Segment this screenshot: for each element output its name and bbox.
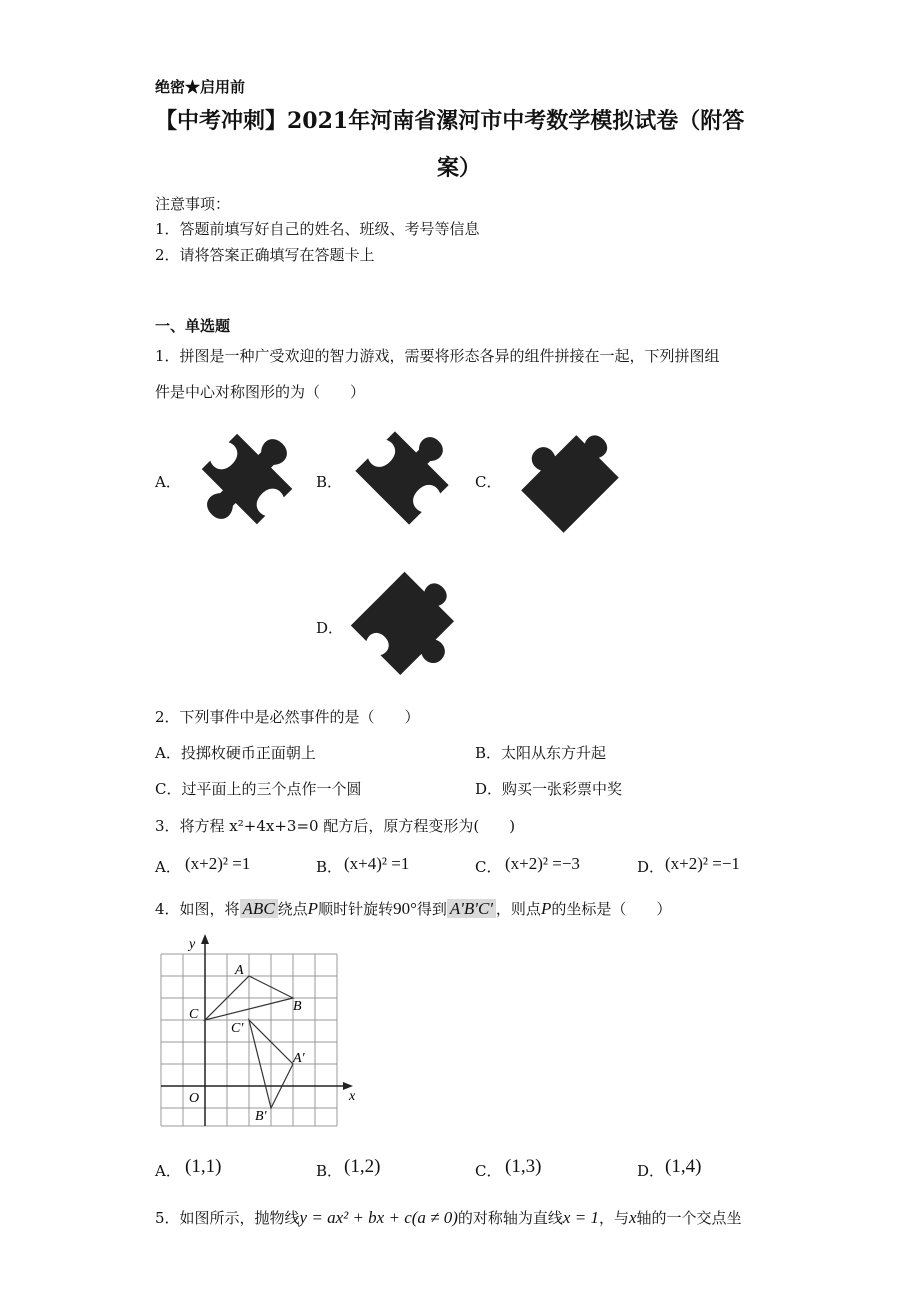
q2-option-d[interactable]: D．购买一张彩票中奖 xyxy=(475,780,623,798)
section-heading: 一、单选题 xyxy=(155,317,231,335)
q4-coordinate-figure xyxy=(155,928,360,1133)
q3-stem: 3．将方程 x²+4x+3=0 配方后，原方程变形为( ) xyxy=(155,817,516,835)
q5-stem-text-3: ，与 xyxy=(598,1209,629,1227)
q4-point-p-2: P xyxy=(540,899,552,918)
q4-point-p: P xyxy=(307,899,319,918)
q3-option-d-math[interactable]: (x+2)² =−1 xyxy=(665,854,740,873)
q1-option-d-label[interactable]: D． xyxy=(316,619,344,637)
q5-stem xyxy=(155,1207,742,1228)
q4-option-a-label[interactable]: A． xyxy=(155,1162,181,1180)
notes-heading: 注意事项： xyxy=(155,195,231,213)
q4-stem-text-2: 绕点 xyxy=(277,900,308,918)
q1-stem-line2: 件是中心对称图形的为（ ） xyxy=(155,383,366,401)
secret-label: 绝密★启用前 xyxy=(155,78,246,96)
q3-option-c-label[interactable]: C． xyxy=(475,858,502,876)
q5-equation: y = ax² + bx + c(a ≠ 0) xyxy=(299,1208,458,1227)
q1-option-b-label[interactable]: B． xyxy=(316,473,343,491)
q2-option-c[interactable]: C．过平面上的三个点作一个圆 xyxy=(155,780,362,798)
q3-option-b-label[interactable]: B． xyxy=(316,858,343,876)
q4-label-y: y xyxy=(189,937,196,952)
q5-axis: x = 1 xyxy=(562,1208,599,1227)
q4-label-x: x xyxy=(349,1089,356,1104)
q2-stem: 2．下列事件中是必然事件的是（ ） xyxy=(155,708,420,726)
q4-stem-text-5: ，则点 xyxy=(495,900,541,918)
q3-option-a-math[interactable]: (x+2)² =1 xyxy=(185,854,251,873)
q4-stem xyxy=(155,898,671,919)
q4-option-d-label[interactable]: D． xyxy=(637,1162,665,1180)
q4-label-b-prime: B' xyxy=(255,1109,267,1124)
q1-option-c-label[interactable]: C． xyxy=(475,473,502,491)
q4-label-c: C xyxy=(189,1007,199,1022)
q1-puzzle-b-icon[interactable] xyxy=(342,418,462,538)
q3-option-a-label[interactable]: A． xyxy=(155,858,181,876)
q4-stem-text-6: 的坐标是（ ） xyxy=(551,900,672,918)
page-title-line2: 案） xyxy=(437,155,482,181)
q1-option-a-label[interactable]: A． xyxy=(155,473,181,491)
q4-label-a: A xyxy=(235,963,244,978)
q4-option-c-label[interactable]: C． xyxy=(475,1162,502,1180)
q4-triangle-abc: ABC xyxy=(240,899,278,918)
q4-stem-text-1: 4．如图，将 xyxy=(155,900,240,918)
q4-stem-text-3: 顺时针旋转 xyxy=(318,900,394,918)
q5-x-variable: x xyxy=(628,1208,637,1227)
q4-option-c-math[interactable]: (1,3) xyxy=(505,1156,542,1177)
q4-option-a-math[interactable]: (1,1) xyxy=(185,1156,222,1177)
q4-y-axis-arrow-icon xyxy=(201,934,209,944)
q5-stem-text-2: 的对称轴为直线 xyxy=(457,1209,563,1227)
q4-option-b-math[interactable]: (1,2) xyxy=(344,1156,381,1177)
q4-label-b: B xyxy=(293,999,302,1014)
q5-stem-text-4: 轴的一个交点坐 xyxy=(636,1209,742,1227)
q1-puzzle-d-icon[interactable] xyxy=(338,562,464,682)
q1-puzzle-c-icon[interactable] xyxy=(502,420,628,538)
q3-option-b-math[interactable]: (x+4)² =1 xyxy=(344,854,410,873)
page-title-line1: 【中考冲刺】2021年河南省漯河市中考数学模拟试卷（附答 xyxy=(155,108,745,134)
q1-puzzle-a-icon[interactable] xyxy=(186,424,308,534)
q3-option-d-label[interactable]: D． xyxy=(637,858,665,876)
q2-option-b[interactable]: B．太阳从东方升起 xyxy=(475,744,607,762)
notes-item-1: 1．答题前填写好自己的姓名、班级、考号等信息 xyxy=(155,220,480,238)
q5-stem-text-1: 5．如图所示，抛物线 xyxy=(155,1209,300,1227)
q3-option-c-math[interactable]: (x+2)² =−3 xyxy=(505,854,580,873)
q4-label-a-prime: A' xyxy=(293,1051,305,1066)
notes-item-2: 2．请将答案正确填写在答题卡上 xyxy=(155,246,375,264)
q2-option-a[interactable]: A．投掷枚硬币正面朝上 xyxy=(155,744,316,762)
q4-stem-text-4: 得到 xyxy=(416,900,447,918)
q4-angle: 90° xyxy=(393,899,417,918)
q4-grid xyxy=(161,954,337,1126)
q4-label-c-prime: C' xyxy=(231,1021,244,1036)
q4-label-o: O xyxy=(189,1091,200,1106)
q4-option-d-math[interactable]: (1,4) xyxy=(665,1156,702,1177)
q4-option-b-label[interactable]: B． xyxy=(316,1162,343,1180)
q4-triangle-abc-prime: A'B'C' xyxy=(447,899,496,918)
q1-stem-line1: 1．拼图是一种广受欢迎的智力游戏，需要将形态各异的组件拼接在一起，下列拼图组 xyxy=(155,347,720,365)
